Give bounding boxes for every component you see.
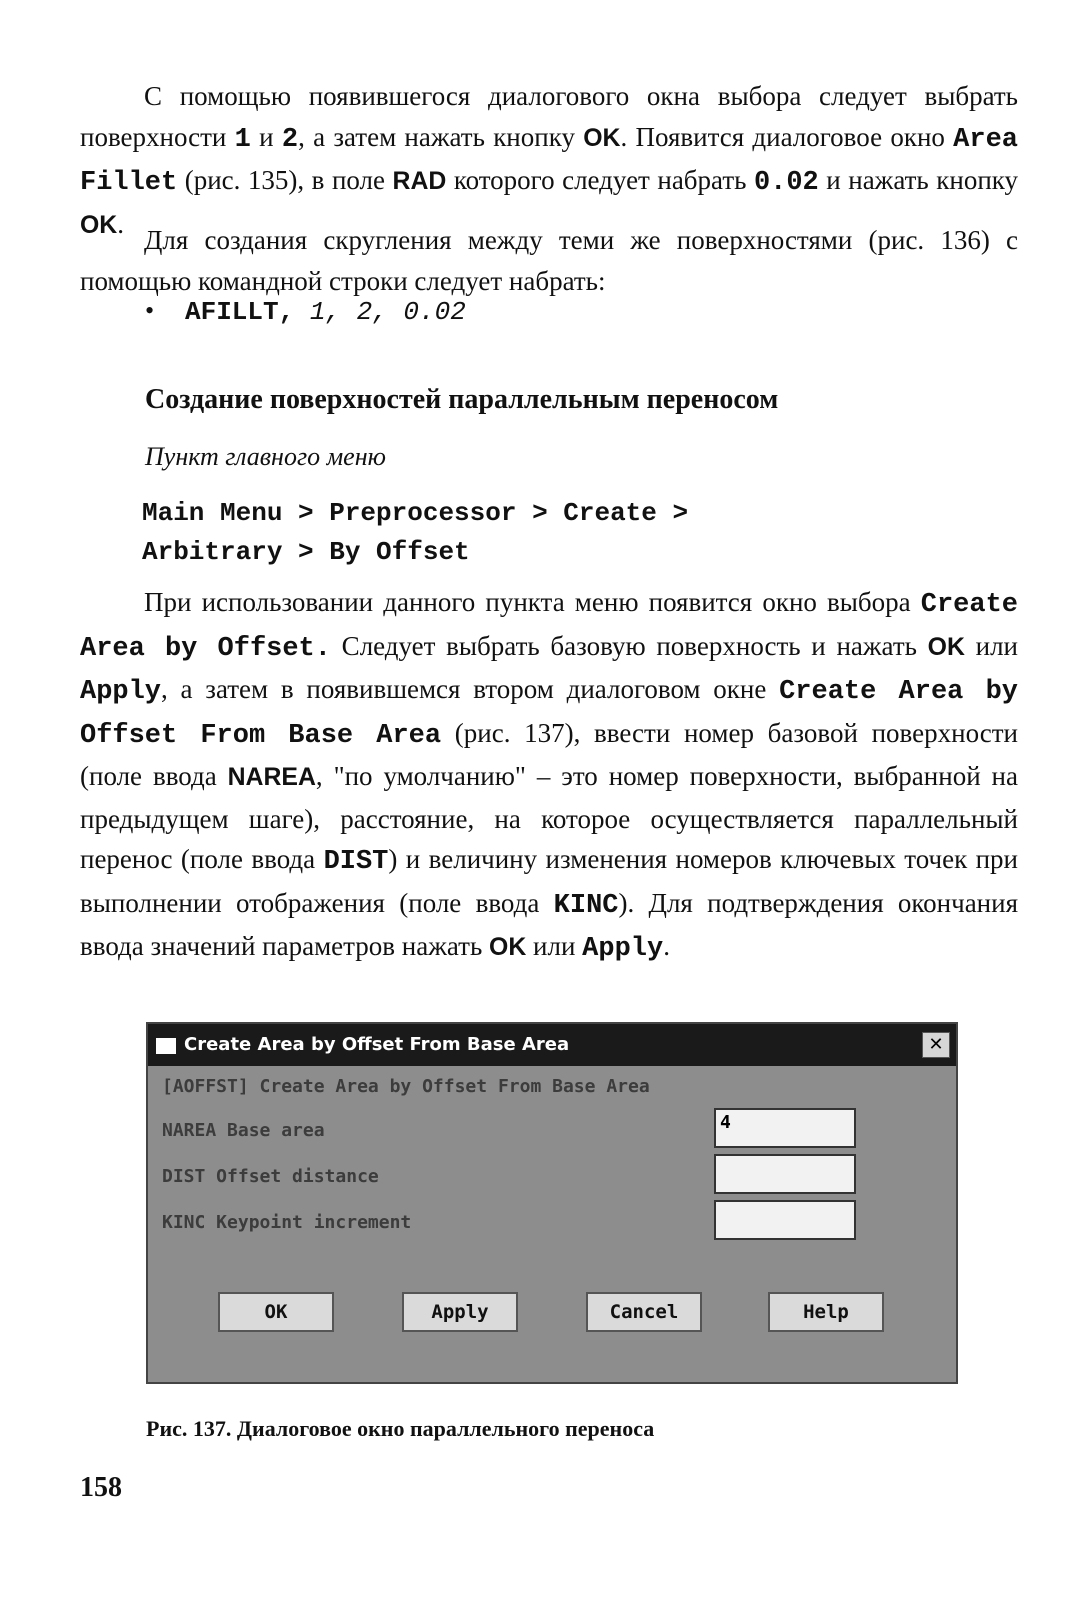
dist-field[interactable] <box>714 1154 856 1194</box>
kinc-field[interactable] <box>714 1200 856 1240</box>
command-args: 1, 2, 0.02 <box>294 297 466 327</box>
help-button[interactable]: Help <box>768 1292 884 1332</box>
menu-label: Пункт главного меню <box>145 442 386 471</box>
narea-label: NAREA Base area <box>162 1120 325 1141</box>
figure-caption: Рис. 137. Диалоговое окно параллельного переноса <box>146 1416 655 1441</box>
bullet-icon: • <box>145 296 155 325</box>
cancel-button[interactable]: Cancel <box>586 1292 702 1332</box>
paragraph-3: При использовании данного пункта меню появится окно выбора Create Area by Offset. Следует выбрать базовую поверхность и нажать OK или Apply, а затем в появившемся втором диалоговом окне Create Area by Offset From Base Area (рис. 137), ввести номер базовой поверхности (поле ввода NAREA, "по умолчанию" – это номер поверхности, выбранной на предыдущем шаге), расстояние, на которое осуществляется параллельный перенос (поле ввода DIST) и величину изменения номеров ключевых точек при выполнении отображения (поле ввода KINC). Для подтверждения окончания ввода значений параметров нажать OK или Apply. <box>80 587 1019 964</box>
window-icon <box>156 1038 176 1054</box>
menu-path-line-1: Main Menu > Preprocessor > Create > <box>142 498 689 528</box>
kinc-label: KINC Keypoint increment <box>162 1212 412 1233</box>
offset-dialog <box>146 1022 958 1384</box>
paragraph-2: Для создания скругления между теми же поверхностями (рис. 136) с помощью командной строки следует набрать: <box>80 225 1018 296</box>
page-number: 158 <box>80 1472 122 1503</box>
close-icon[interactable]: ✕ <box>922 1032 950 1058</box>
section-heading: Создание поверхностей параллельным переносом <box>145 384 779 415</box>
menu-path <box>142 494 688 572</box>
ok-button[interactable]: OK <box>218 1292 334 1332</box>
command-name: AFILLT, <box>185 297 295 327</box>
narea-field[interactable]: 4 <box>714 1108 856 1148</box>
dialog-titlebar[interactable] <box>148 1024 956 1066</box>
paragraph-1: С помощью появившегося диалогового окна выбора следует выбрать поверхности 1 и 2, а затем нажать кнопку OK. Появится диалоговое окно Area Fillet (рис. 135), в поле RAD которого следует набрать 0.02 и нажать кнопку OK. <box>80 81 1019 239</box>
dist-label: DIST Offset distance <box>162 1166 379 1187</box>
command-bullet <box>145 296 466 327</box>
dialog-title: Create Area by Offset From Base Area <box>184 1034 570 1055</box>
menu-path-line-2: Arbitrary > By Offset <box>142 537 470 567</box>
dialog-caption: [AOFFST] Create Area by Offset From Base Area <box>162 1076 650 1097</box>
apply-button[interactable]: Apply <box>402 1292 518 1332</box>
